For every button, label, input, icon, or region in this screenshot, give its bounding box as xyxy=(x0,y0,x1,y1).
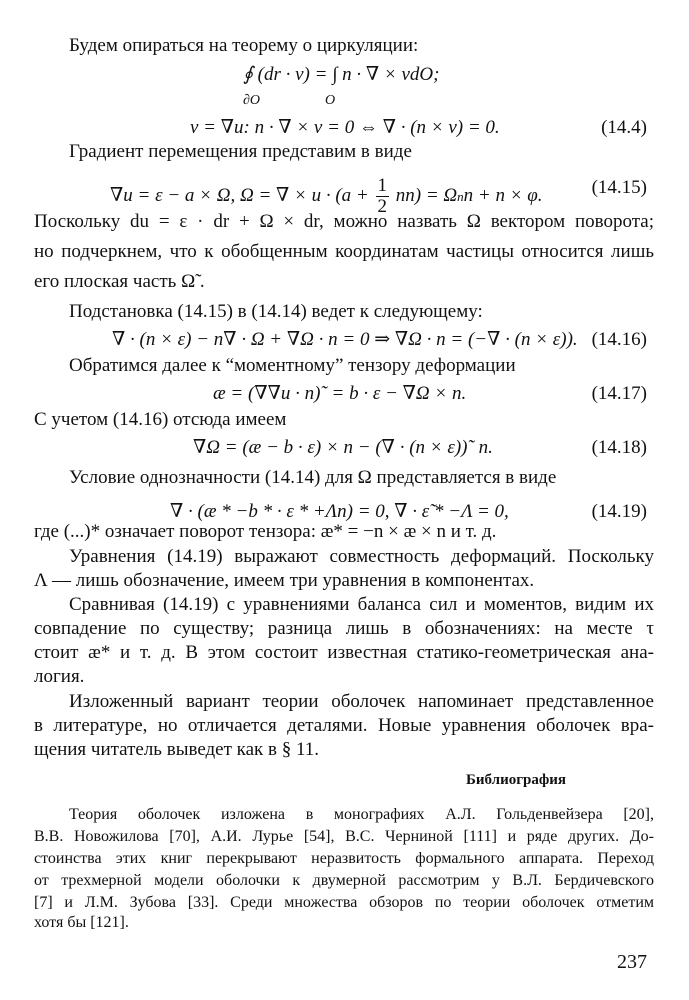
text-line: Обратимся далее к “моментному” тензору деформации xyxy=(69,355,516,376)
bibliography-line: В.В. Новожилова [70], А.И. Лурье [54], В.С. Черниной [111] и ряде других. До- xyxy=(34,828,654,845)
text-line: Будем опираться на теорему о циркуляции: xyxy=(69,35,419,56)
equation-circulation: ∮ (dr · v) = ∫ n · ∇ × vdO; xyxy=(243,64,440,85)
text-line: Условие однозначности (14.14) для Ω представляется в виде xyxy=(69,467,557,488)
text-line: Сравнивая (14.19) с уравнениями баланса сил и моментов, видим их xyxy=(69,594,654,615)
bibliography-line: хотя бы [121]. xyxy=(34,914,129,931)
equation-14-19: ∇ · (æ * −b * · ε * +Λn) = 0, ∇ · ε̃ * −Λ = 0, xyxy=(170,501,509,522)
equation-number: (14.19) xyxy=(591,501,647,522)
equation-subscript: n xyxy=(457,188,464,204)
text-line: щения читатель выведет как в § 11. xyxy=(34,739,320,760)
text-line: Λ — лишь обозначение, имеем три уравнения в компонентах. xyxy=(34,570,535,591)
equation-number: (14.15) xyxy=(591,177,647,198)
equation-subscript: ∂O xyxy=(243,93,261,108)
equation-number: (14.18) xyxy=(591,437,647,458)
equation-14-17: æ = (∇∇u · n)˜ = b · ε − ∇Ω × n. xyxy=(213,383,467,404)
text-line: Подстановка (14.15) в (14.14) ведет к следующему: xyxy=(69,301,483,322)
equation-14-4: v = ∇u: n · ∇ × v = 0 ⇔ ∇ · (n × v) = 0. xyxy=(190,117,500,138)
text-line: но подчеркнем, что к обобщенным координатам частицы относится лишь xyxy=(34,241,654,262)
bibliography-line: Теория оболочек изложена в монографиях А.Л. Гольденвейзера [20], xyxy=(69,806,654,823)
fraction-numerator: 1 xyxy=(377,175,388,196)
section-heading: Библиография xyxy=(466,772,567,788)
equation-number: (14.16) xyxy=(591,329,647,350)
fraction-denominator: 2 xyxy=(377,196,388,217)
text-line: Градиент перемещения представим в виде xyxy=(69,141,412,162)
text-line: Изложенный вариант теории оболочек напоминает представленное xyxy=(69,691,654,712)
equation-part: ∇u = ε − a × Ω, Ω = ∇ × u · (a + xyxy=(110,184,369,206)
page-number: 237 xyxy=(617,951,647,973)
text-line: где (...)* означает поворот тензора: æ* = −n × æ × n и т. д. xyxy=(34,521,497,542)
equation-part: nn) = Ω xyxy=(395,184,458,206)
text-line: его плоская часть Ω̃ . xyxy=(34,271,205,292)
equation-subscript: O xyxy=(325,93,336,108)
equation-14-18: ∇Ω = (æ − b · ε) × n − (∇ · (n × ε))˜ n. xyxy=(193,437,493,458)
text-line: Поскольку du = ε · dr + Ω × dr, можно назвать Ω вектором поворота; xyxy=(34,211,654,232)
equation-number: (14.17) xyxy=(591,383,647,404)
text-line: в литературе, но отличается деталями. Новые уравнения оболочек вра- xyxy=(34,715,654,736)
bibliography-line: от трехмерной модели оболочки к двумерной рассмотрим у В.Л. Бердичевского xyxy=(34,872,654,889)
text-line: Уравнения (14.19) выражают совместность деформаций. Поскольку xyxy=(69,546,654,567)
text-line: С учетом (14.16) отсюда имеем xyxy=(34,409,287,430)
equation-part: n + n × φ. xyxy=(463,184,543,206)
equation-number: (14.4) xyxy=(601,117,647,138)
text-line: совпадение по существу; разница лишь в обозначениях: на месте τ xyxy=(34,618,654,639)
text-line: стоит æ* и т. д. В этом состоит известная статико-геометрическая ана- xyxy=(34,642,654,663)
bibliography-line: стоинства этих книг перекрывают неразвитость формального аппарата. Переход xyxy=(34,850,654,867)
text-line: логия. xyxy=(34,666,85,687)
bibliography-line: [7] и Л.М. Зубова [33]. Среди множества обзоров по теории оболочек отметим xyxy=(34,894,654,911)
equation-14-16: ∇ · (n × ε) − n∇ · Ω + ∇Ω · n = 0 ⇒ ∇Ω · n = (−∇ · (n × ε)). xyxy=(112,329,578,350)
